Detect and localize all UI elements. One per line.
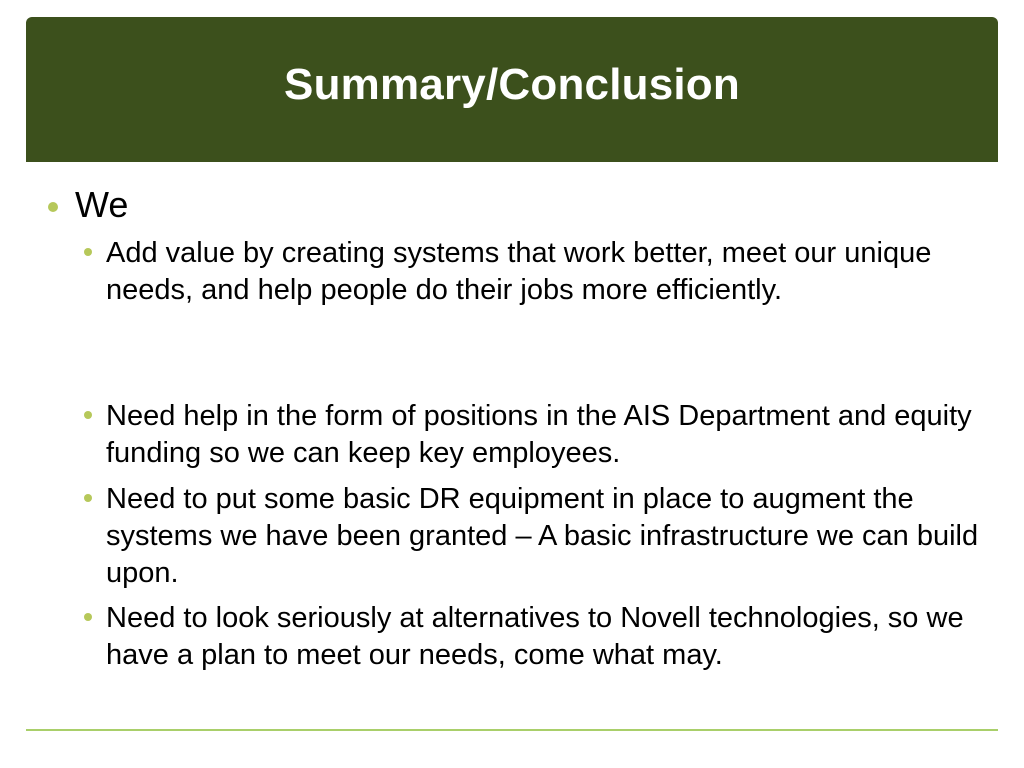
- bullet-dot-icon: [84, 248, 92, 256]
- sub-bullet-text: Need help in the form of positions in the AIS Department and equity funding so we can keep key employees.: [106, 400, 972, 469]
- bullet-dot-icon: [84, 411, 92, 419]
- sub-bullet-3: [84, 481, 989, 592]
- sub-bullet-text: Need to put some basic DR equipment in place to augment the systems we have been granted – A basic infrastructure we can build upon.: [106, 483, 979, 589]
- bullet-dot-icon: [84, 494, 92, 502]
- sub-bullet-text: Add value by creating systems that work better, meet our unique needs, and help people do their jobs more efficiently.: [106, 237, 932, 306]
- sub-bullet-text: Need to look seriously at alternatives to Novell technologies, so we have a plan to meet our needs, come what may.: [106, 602, 964, 671]
- sub-bullet-1: [84, 235, 989, 309]
- bullet-dot-icon: [48, 202, 58, 212]
- bullet-level1-text: We: [75, 184, 129, 225]
- footer-divider: [26, 729, 998, 731]
- sub-bullet-4: [84, 600, 989, 674]
- bullet-level1: [48, 184, 128, 226]
- slide-title: Summary/Conclusion: [284, 59, 740, 109]
- sub-bullet-2: [84, 398, 989, 472]
- bullet-dot-icon: [84, 613, 92, 621]
